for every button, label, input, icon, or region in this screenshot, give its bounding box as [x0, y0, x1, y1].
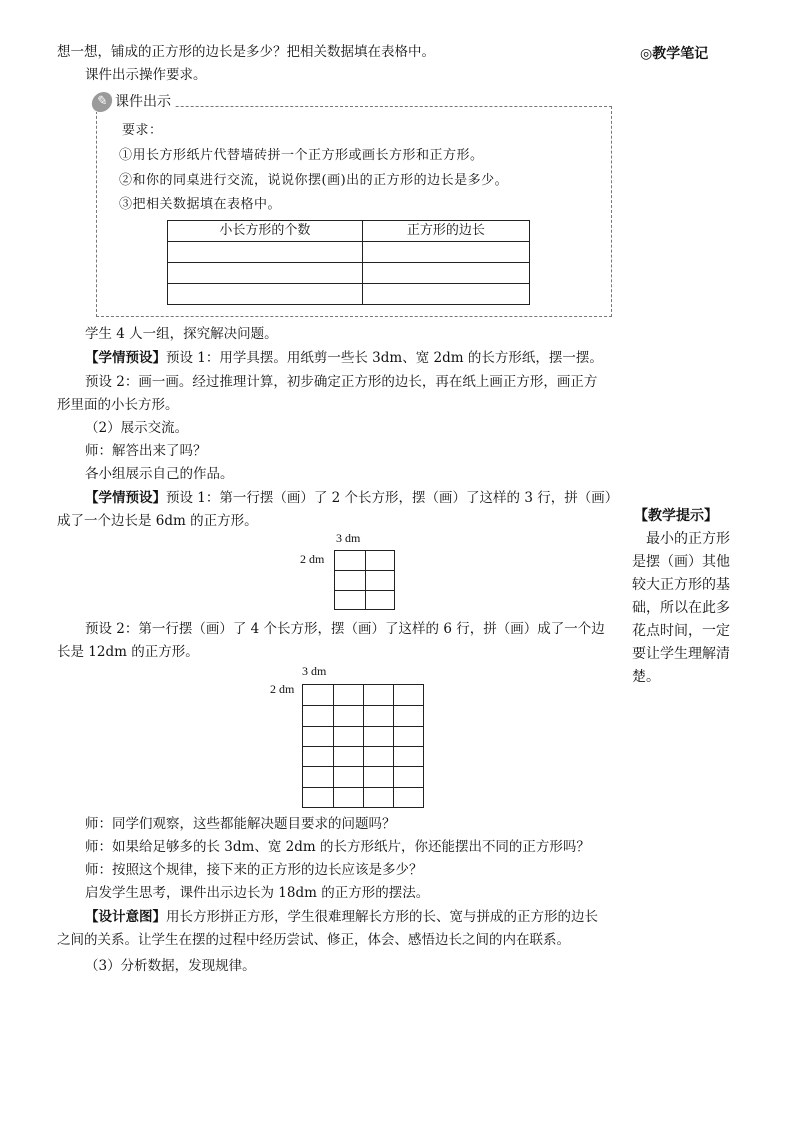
intro-line-2: 课件出示操作要求。 [85, 67, 207, 83]
grid-cell [335, 551, 365, 570]
table-cell [168, 263, 363, 284]
grid-cell [303, 766, 333, 786]
grid-cell [363, 726, 393, 746]
para-preset-2-line-1: 预设 2：画一画。经过推理计算，初步确定正方形的边长，再在纸上画正方形，画正方 [85, 374, 598, 390]
grid-cell [333, 685, 363, 705]
figure1-height-label: 2 dm [300, 552, 325, 566]
grid-cell [335, 590, 365, 609]
figure2-height-label: 2 dm [270, 682, 295, 696]
para-preset-2-line-2: 形里面的小长方形。 [57, 397, 179, 413]
grid-cell [303, 705, 333, 725]
para-design-intent-line-2: 之间的关系。让学生在摆的过程中经历尝试、修正，体会、感悟边长之间的内在联系。 [57, 932, 570, 948]
para-result-1-line-2: 成了一个边长是 6dm 的正方形。 [57, 513, 258, 529]
tag-learning-preset: 【学情预设】 [85, 350, 166, 366]
grid-cell [363, 746, 393, 766]
table-header: 正方形的边长 [362, 221, 529, 242]
grid-cell [393, 746, 423, 766]
figure2-grid [302, 684, 424, 808]
para-result-2-line-1: 预设 2：第一行摆（画）了 4 个长方形，摆（画）了这样的 6 行，拼（画）成了一个边 [85, 621, 605, 637]
courseware-requirement-heading: 要求： [122, 123, 163, 138]
grid-cell [393, 705, 423, 725]
para-teacher-question-1: 师：解答出来了吗？ [85, 443, 207, 459]
grid-cell [393, 685, 423, 705]
table-cell [168, 284, 363, 305]
grid-cell [393, 787, 423, 807]
grid-cell [365, 590, 395, 609]
grid-cell [365, 570, 395, 589]
tag-design-intent: 【设计意图】 [85, 909, 166, 925]
table-header: 小长方形的个数 [168, 221, 363, 242]
courseware-item-2: ②和你的同桌进行交流，说说你摆(画)出的正方形的边长是多少。 [119, 173, 509, 188]
figure1-grid [334, 550, 395, 610]
grid-cell [363, 705, 393, 725]
para-result-1-text: 预设 1：第一行摆（画）了 2 个长方形，摆（画）了这样的 3 行，拼（画） [166, 490, 619, 506]
para-design-intent-text: 用长方形拼正方形，学生很难理解长方形的长、宽与拼成的正方形的边长 [166, 909, 598, 925]
grid-cell [335, 570, 365, 589]
courseware-item-3: ③把相关数据填在表格中。 [119, 197, 282, 212]
grid-cell [363, 787, 393, 807]
table-cell [168, 242, 363, 263]
grid-cell [333, 726, 363, 746]
courseware-label-text: 课件出示 [115, 93, 171, 110]
grid-cell [333, 705, 363, 725]
courseware-item-1: ①用长方形纸片代替墙砖拼一个正方形或画长方形和正方形。 [119, 148, 484, 163]
para-group-work: 学生 4 人一组，探究解决问题。 [85, 326, 278, 342]
tip-title: 【教学提示】 [634, 508, 718, 524]
figure1-width-label: 3 dm [336, 531, 361, 545]
para-result-1-line-1 [85, 490, 618, 506]
para-show-exchange: （2）展示交流。 [85, 420, 189, 436]
tip-body: 最小的正方形是摆（画）其他较大正方形的基础，所以在此多花点时间，一定要让学生理解清楚。 [632, 531, 730, 685]
table-row [168, 242, 530, 263]
figure2-width-label: 3 dm [302, 664, 327, 678]
grid-cell [303, 746, 333, 766]
grid-cell [303, 787, 333, 807]
para-result-2-line-2: 长是 12dm 的正方形。 [57, 644, 199, 660]
grid-cell [303, 685, 333, 705]
table-row [168, 263, 530, 284]
table-cell [362, 242, 529, 263]
para-teacher-question-3: 师：按照这个规律，接下来的正方形的边长应该是多少？ [85, 862, 423, 878]
para-design-intent-line-1 [85, 909, 598, 925]
pencil-icon: ✎ [90, 92, 114, 112]
courseware-label [90, 92, 175, 112]
grid-cell [363, 766, 393, 786]
para-teacher-observe: 师：同学们观察，这些都能解决题目要求的问题吗？ [85, 816, 396, 832]
grid-cell [333, 766, 363, 786]
grid-cell [303, 726, 333, 746]
para-teacher-question-2: 师：如果给足够多的长 3dm、宽 2dm 的长方形纸片，你还能摆出不同的正方形吗？ [85, 839, 590, 855]
tag-learning-preset: 【学情预设】 [85, 490, 166, 506]
para-preset-1 [85, 350, 603, 366]
table-header-row [168, 221, 530, 242]
grid-cell [393, 766, 423, 786]
para-inspire: 启发学生思考，课件出示边长为 18dm 的正方形的摆法。 [85, 885, 430, 901]
notes-title: ◎教学笔记 [640, 46, 709, 62]
data-table [167, 220, 530, 305]
grid-cell [333, 787, 363, 807]
grid-cell [393, 726, 423, 746]
table-cell [362, 263, 529, 284]
grid-cell [333, 746, 363, 766]
table-row [168, 284, 530, 305]
intro-line-1: 想一想，铺成的正方形的边长是多少？把相关数据填在表格中。 [57, 44, 435, 60]
grid-cell [363, 685, 393, 705]
para-preset-1-text: 预设 1：用学具摆。用纸剪一些长 3dm、宽 2dm 的长方形纸，摆一摆。 [166, 350, 603, 366]
grid-cell [365, 551, 395, 570]
para-analyze: （3）分析数据，发现规律。 [85, 958, 256, 974]
table-cell [362, 284, 529, 305]
para-groups-show: 各小组展示自己的作品。 [85, 466, 234, 482]
